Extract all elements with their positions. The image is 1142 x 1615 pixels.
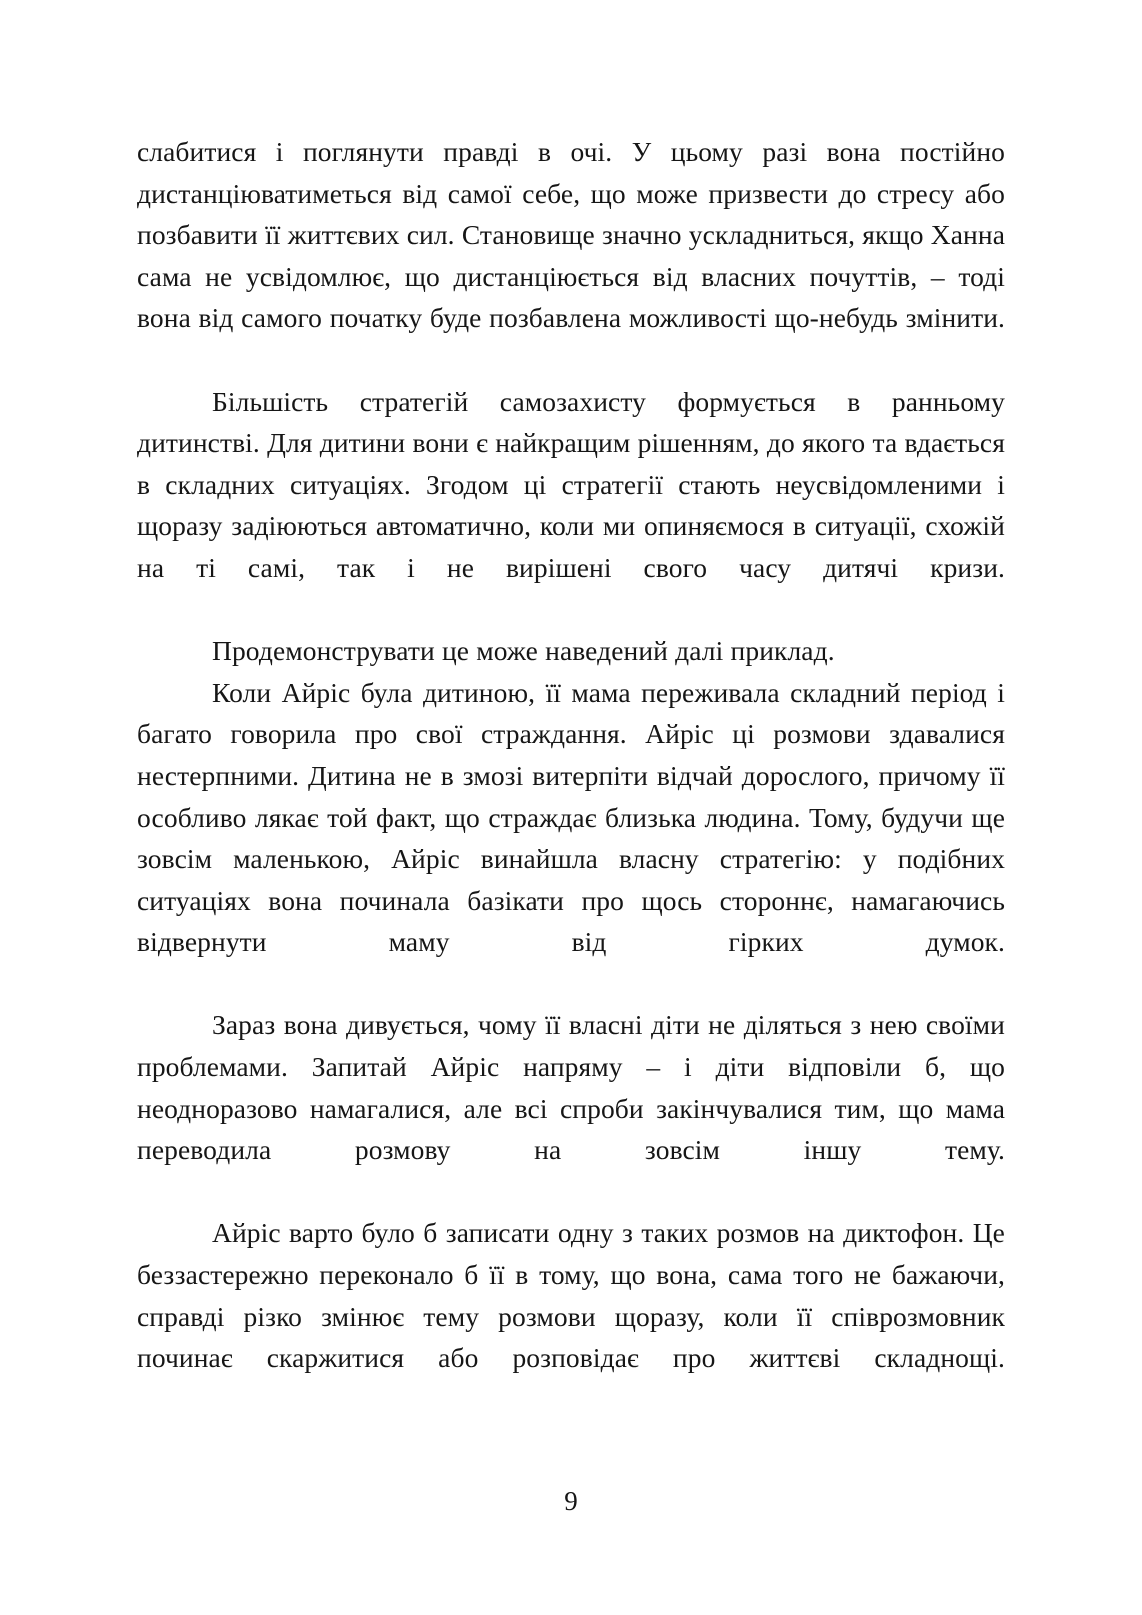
- page-number-folio: 9: [564, 1486, 578, 1516]
- paragraph-iris-now: Зараз вона дивується, чому її власні діти не діляться з нею своїми проблемами. Запитай Айріс напряму – і діти відповіли б, що неодноразово намагалися, але всі спроби закінчувалися тим, що мама переводила розмову на зовсім іншу тему.: [137, 1009, 1005, 1166]
- page-text-body: [137, 131, 1005, 1420]
- paragraph-iris-childhood: Коли Айріс була дитиною, її мама переживала складний період і багато говорила про свої страждання. Айріс ці розмови здавалися нестерпними. Дитина не в змозі витерпіти відчай дорослого, причому її особливо лякає той факт, що страждає близька людина. Тому, будучи ще зовсім маленькою, Айріс винайшла власну стратегію: у подібних ситуаціях вона починала базікати про щось стороннє, намагаючись відвернути маму від гірких думок.: [137, 676, 1005, 958]
- paragraph-self-defense-strategies: Більшість стратегій самозахисту формується в ранньому дитинстві. Для дитини вони є найкращим рішенням, до якого та вдається в складних ситуаціях. Згодом ці стратегії стають неусвідомленими і щоразу задіюються автоматично, коли ми опиняємося в ситуації, схожій на ті самі, так і не вирішені свого часу дитячі кризи.: [137, 385, 1005, 583]
- paragraph-continued: слабитися і поглянути правді в очі. У цьому разі вона постійно дистанціюватиметься від самої себе, що може призвести до стресу або позбавити її життєвих сил. Становище значно ускладниться, якщо Ханна сама не усвідомлює, що дистанціюється від власних почуттів, – тоді вона від самого початку буде позбавлена можливості що-небудь змінити.: [137, 136, 1005, 334]
- paragraph-iris-recorder: Айріс варто було б записати одну з таких розмов на диктофон. Це беззастережно переконало б її в тому, що вона, сама того не бажаючи, справді різко змінює тему розмови щоразу, коли її співрозмовник починає скаржитися або розповідає про життєві складнощі.: [137, 1217, 1005, 1374]
- paragraph-example-intro: Продемонструвати це може наведений далі приклад.: [212, 635, 835, 667]
